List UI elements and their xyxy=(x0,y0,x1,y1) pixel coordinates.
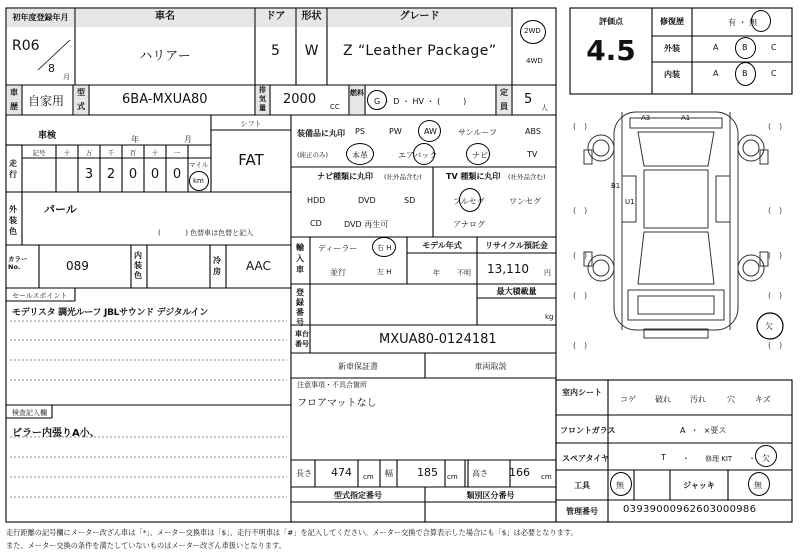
mileage-unit-hyaku: 百 xyxy=(129,149,137,157)
type-designation-label: 型式指定番号 xyxy=(334,491,382,500)
svg-text:(: ( xyxy=(768,291,772,300)
recycle-label: リサイクル預託金 xyxy=(485,241,548,250)
footer-note-1: 走行距離の記号欄にメーター改ざん車は「*」、メーター交換車は「$」、走行不明車は「#」を記入してください。メーター交換で合算表示した場合にも「$」は必要となります。 xyxy=(6,528,578,537)
doors: 5 xyxy=(271,43,280,59)
aircon-value: AAC xyxy=(246,259,271,273)
category-number-label: 類別区分番号 xyxy=(466,491,515,500)
sheet-scratch: キズ xyxy=(755,395,771,404)
import-label: 輸入車 xyxy=(296,243,304,274)
score-label: 評価点 xyxy=(599,17,623,26)
equip-aw-circle xyxy=(418,120,441,142)
windshield-options: A ・ ×要ス xyxy=(680,426,727,435)
equip-aw: AW xyxy=(424,127,437,136)
inspection-year-unit: 年 xyxy=(131,135,139,144)
svg-text:(: ( xyxy=(573,291,577,300)
recycle-value: 13,110 xyxy=(487,262,529,276)
shift-value: FAT xyxy=(238,151,264,169)
equip-ps: PS xyxy=(355,127,365,136)
first-reg-label: 初年度登録年月 xyxy=(7,9,74,27)
mileage-unit-juu: 十 xyxy=(151,149,159,157)
exterior-color-label: 外装色 xyxy=(9,205,17,236)
svg-text:(: ( xyxy=(573,206,577,215)
inspection-notes-text: ピラー内張りA小、 xyxy=(12,428,100,439)
interior-color-label: 内装色 xyxy=(134,251,142,280)
equip-tv: TV xyxy=(527,150,538,159)
repair-options: 有 ・ 無 xyxy=(728,18,758,27)
mileage-digit: 0 xyxy=(128,167,138,182)
color-no-value: 089 xyxy=(66,259,89,273)
svg-text:): ) xyxy=(779,291,783,300)
grade: Z “Leather Package” xyxy=(343,43,497,59)
ext-grade-b: B xyxy=(742,43,748,52)
aircon-label: 冷房 xyxy=(213,256,221,276)
navi-dvd: DVD xyxy=(358,196,376,205)
new-car-warranty: 新車保証書 xyxy=(338,362,378,371)
displacement-label: 排気量 xyxy=(256,86,269,114)
usage-value: 自家用 xyxy=(28,94,65,108)
jack-value: 無 xyxy=(754,481,762,490)
capacity-unit: 人 xyxy=(541,104,548,112)
capacity-value: 5 xyxy=(524,92,533,107)
footer-note-2: また、メーター交換の条件を満たしていないものはメーター改ざん車扱いとなります。 xyxy=(6,541,286,550)
equip-sunroof: サンルーフ xyxy=(458,128,497,137)
month-unit: 月 xyxy=(63,73,70,81)
spare-tire-label: スペアタイヤ xyxy=(562,454,610,463)
svg-text:(: ( xyxy=(768,251,772,260)
jack-none-circle xyxy=(748,472,770,496)
tools-none-circle xyxy=(610,472,632,496)
import-right-h: 右 H xyxy=(377,244,392,252)
mileage-unit-10man: 十 xyxy=(63,149,71,157)
sheet-tear: 破れ xyxy=(655,395,671,404)
length-value: 474 xyxy=(331,466,352,479)
svg-text:(: ( xyxy=(573,251,577,260)
equipment-label: 装備品に丸印 xyxy=(297,129,345,138)
spare-missing: 欠 xyxy=(762,454,770,463)
navi-sd: SD xyxy=(404,196,416,205)
sales-point-text: モデリスタ 調光ルーフ JBLサウンド デジタルイン xyxy=(12,308,208,318)
length-label: 長さ xyxy=(296,469,312,478)
exterior-b-circle xyxy=(735,37,756,59)
import-left-h: 左 H xyxy=(377,268,392,276)
vehicle-manual: 車両取説 xyxy=(474,362,507,371)
tv-fullseg-circle xyxy=(459,188,481,212)
int-grade-c: C xyxy=(771,69,777,78)
score-value: 4.5 xyxy=(586,34,636,67)
damage-mark-u1: U1 xyxy=(625,198,635,206)
navi-title: ナビ種類に丸印 xyxy=(317,172,373,181)
km-circle xyxy=(189,171,209,191)
spare-dot: ・ xyxy=(682,454,690,463)
equip-pw: PW xyxy=(389,127,402,136)
damage-mark-a3: A3 xyxy=(641,114,651,122)
sheet-hole: 穴 xyxy=(727,395,735,404)
car-name: ハリアー xyxy=(139,49,191,64)
sales-point-label: セールスポイント xyxy=(12,292,68,300)
shift-label: シフト xyxy=(240,120,262,128)
navi-cd: CD xyxy=(310,219,322,228)
svg-text:): ) xyxy=(779,206,783,215)
door-label: ドア xyxy=(256,9,295,27)
model-value: 6BA-MXUA80 xyxy=(122,92,208,107)
fuel-g-circle xyxy=(367,90,387,110)
import-dealer: ディーラー xyxy=(318,244,358,253)
equip-leather: 本革 xyxy=(352,151,368,160)
svg-text:): ) xyxy=(779,251,783,260)
management-label: 管理番号 xyxy=(566,507,598,516)
tools-value: 無 xyxy=(616,481,624,490)
mileage-unit-sen: 千 xyxy=(107,149,115,157)
spare-repair-kit: 修理 KIT xyxy=(705,455,733,463)
interior-sheet-label: 室内シート xyxy=(562,388,602,397)
diagram-missing: 欠 xyxy=(765,322,773,331)
repair-none-circle xyxy=(751,10,771,32)
inspection-notes-label: 検査記入欄 xyxy=(12,409,47,417)
equip-leather-circle xyxy=(346,143,374,165)
model-label: 型式 xyxy=(74,86,88,114)
equip-abs: ABS xyxy=(525,127,541,136)
drive-4wd: 4WD xyxy=(526,57,543,65)
int-grade-b: B xyxy=(742,69,748,78)
model-year-unit: 年 xyxy=(433,269,440,277)
width-label: 幅 xyxy=(385,469,393,478)
tv-fullseg: フルセグ xyxy=(453,197,485,206)
tv-title: TV 種類に丸印 xyxy=(446,172,501,181)
car-damage-diagram xyxy=(558,100,794,375)
damage-mark-b1: B1 xyxy=(611,182,621,190)
tools-label: 工具 xyxy=(574,481,590,490)
first-reg-month: 8 xyxy=(48,62,55,75)
drive-2wd: 2WD xyxy=(524,27,541,35)
navi-hdd: HDD xyxy=(307,196,326,205)
reg-number-label: 登録番号 xyxy=(296,288,304,327)
color-no-label: カラーNo. xyxy=(8,255,28,271)
first-reg-year: R06 xyxy=(12,38,40,54)
svg-text:(: ( xyxy=(573,341,577,350)
model-year-unknown: 不明 xyxy=(457,269,471,277)
interior-label: 内装 xyxy=(664,70,680,79)
svg-text:): ) xyxy=(584,291,588,300)
height-value: 166 xyxy=(509,466,530,479)
shape: W xyxy=(304,43,319,59)
mileage-unit-man: 万 xyxy=(85,149,93,157)
spare-missing-circle xyxy=(755,445,777,467)
svg-text:): ) xyxy=(584,251,588,260)
grade-label: グレード xyxy=(328,9,511,27)
chassis-label: 車台番号 xyxy=(295,330,309,348)
import-parallel: 並行 xyxy=(330,268,346,277)
mileage-digit: 0 xyxy=(150,167,160,182)
max-load-label: 最大積載量 xyxy=(496,287,537,296)
color-change-note: ( ) 色替車は色替と記入 xyxy=(158,229,254,237)
svg-text:): ) xyxy=(584,341,588,350)
mileage-unit-symbol: 記号 xyxy=(32,149,46,157)
interior-b-circle xyxy=(735,62,756,86)
recycle-yen: 円 xyxy=(544,269,551,277)
repair-label: 修復歴 xyxy=(660,17,684,26)
svg-text:(: ( xyxy=(768,122,772,131)
jack-label: ジャッキ xyxy=(683,481,715,490)
windshield-label: フロントガラス xyxy=(560,426,616,435)
svg-text:): ) xyxy=(779,122,783,131)
svg-text:): ) xyxy=(584,122,588,131)
displacement-value: 2000 xyxy=(283,92,317,107)
mileage-digit: 2 xyxy=(106,167,116,182)
sheet-stain: 汚れ xyxy=(690,395,706,404)
shape-label: 形状 xyxy=(297,9,326,27)
tv-title-sub: (社外品含む) xyxy=(508,173,546,181)
navi-title-sub: (社外品含む) xyxy=(384,173,422,181)
tv-analog: アナログ xyxy=(453,220,485,229)
navi-dvd-play: DVD 再生可 xyxy=(344,220,389,229)
equip-airbag-circle xyxy=(413,143,435,165)
spare-dot: ・ xyxy=(748,454,756,463)
height-unit: cm xyxy=(541,473,552,481)
km-label: km xyxy=(193,177,204,185)
equip-navi: ナビ xyxy=(472,151,488,160)
width-unit: cm xyxy=(447,473,458,481)
mileage-label: 走行 xyxy=(9,159,17,179)
svg-text:): ) xyxy=(584,206,588,215)
fuel-options: G ・ D ・ HV ・ ( ) xyxy=(374,97,467,106)
mileage-unit-ichi: 一 xyxy=(173,149,181,157)
management-value: 03939000962603000986 xyxy=(623,504,757,515)
inspection-label: 車検 xyxy=(38,131,57,141)
ext-grade-a: A xyxy=(713,43,719,52)
mile-label: マイル xyxy=(189,161,209,169)
ext-grade-c: C xyxy=(771,43,777,52)
equipment-sublabel: (純正のみ) xyxy=(297,151,329,159)
right-h-circle xyxy=(372,237,396,257)
equip-airbag: エアバック xyxy=(398,151,438,160)
exterior-label: 外装 xyxy=(664,44,680,53)
damage-mark-a1: A1 xyxy=(681,114,691,122)
exterior-color-value: パール xyxy=(44,203,77,216)
mileage-digit: 0 xyxy=(172,167,182,182)
width-value: 185 xyxy=(417,466,438,479)
usage-label: 車歴 xyxy=(7,86,21,114)
sheet-burn: コゲ xyxy=(620,395,636,404)
car-name-label: 車名 xyxy=(76,9,254,27)
notes-text: フロアマットなし xyxy=(297,398,377,409)
svg-text:(: ( xyxy=(768,206,772,215)
capacity-label: 定員 xyxy=(497,86,511,114)
int-grade-a: A xyxy=(713,69,719,78)
notes-label: 注意事項・不具合箇所 xyxy=(297,381,367,389)
tv-oneseg: ワンセグ xyxy=(509,197,541,206)
drive-2wd-circle xyxy=(520,20,546,44)
max-load-kg: kg xyxy=(545,313,554,321)
svg-text:(: ( xyxy=(573,122,577,131)
spare-t: T xyxy=(661,453,666,462)
inspection-month-unit: 月 xyxy=(184,135,192,144)
chassis-value: MXUA80-0124181 xyxy=(379,332,497,347)
length-unit: cm xyxy=(363,473,374,481)
displacement-unit: CC xyxy=(330,103,340,111)
equip-navi-circle xyxy=(466,143,490,165)
mileage-digit: 3 xyxy=(84,167,94,182)
model-year-label: モデル年式 xyxy=(422,241,462,250)
svg-text:(: ( xyxy=(768,341,772,350)
svg-text:): ) xyxy=(779,341,783,350)
fuel-label: 燃料 xyxy=(350,86,364,114)
height-label: 高さ xyxy=(472,469,488,478)
